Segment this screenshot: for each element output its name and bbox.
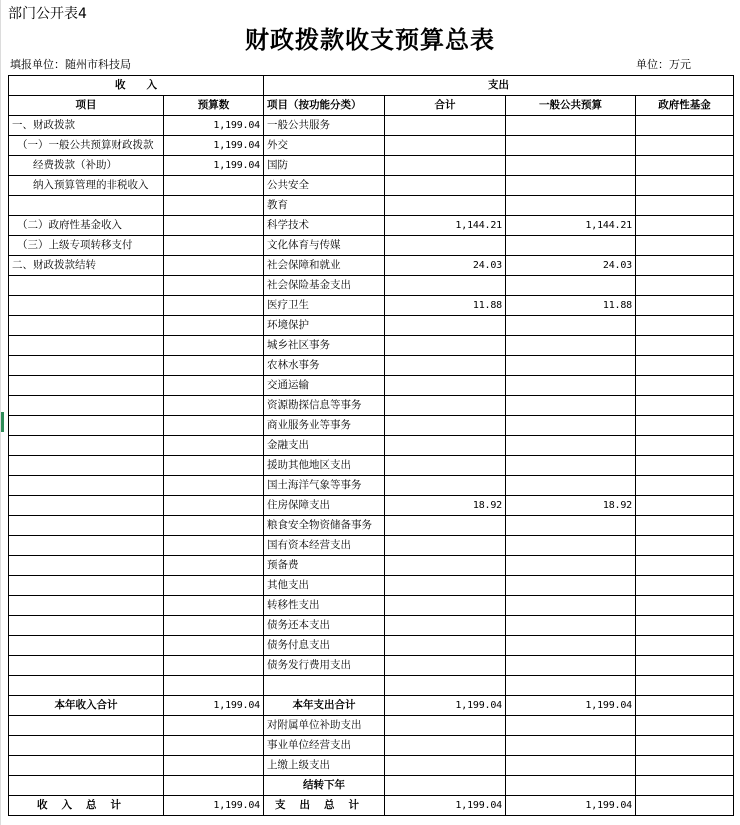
expense-item-label: 一般公共服务	[264, 116, 385, 136]
table-row	[9, 616, 734, 636]
income-budget-value	[164, 556, 264, 576]
income-item-label: （一）一般公共预算财政拨款	[9, 136, 164, 156]
year-expense-label: 本年支出合计	[264, 696, 385, 716]
fund-header: 政府性基金	[636, 96, 734, 116]
expense-general-value	[506, 396, 636, 416]
expense-total-value	[385, 556, 506, 576]
table-row	[9, 656, 734, 676]
income-budget-value	[164, 436, 264, 456]
expense-fund-value	[636, 276, 734, 296]
expense-total-value	[385, 336, 506, 356]
blank-cell	[164, 736, 264, 756]
expense-general-value	[506, 356, 636, 376]
expense-general-value	[506, 576, 636, 596]
income-item-label: （二）政府性基金收入	[9, 216, 164, 236]
income-item-label	[9, 576, 164, 596]
expense-item-label: 粮食安全物资储备事务	[264, 516, 385, 536]
expense-item-label: 外交	[264, 136, 385, 156]
total-header: 合计	[385, 96, 506, 116]
income-item-label	[9, 616, 164, 636]
page-title: 财政拨款收支预算总表	[245, 25, 495, 54]
expense-fund-value	[636, 216, 734, 236]
income-budget-value	[164, 256, 264, 276]
expense-total-value	[385, 456, 506, 476]
blank-cell	[385, 776, 506, 796]
income-item-label	[9, 436, 164, 456]
year-expense-general: 1,199.04	[506, 696, 636, 716]
expense-item-label: 国防	[264, 156, 385, 176]
income-budget-value	[164, 276, 264, 296]
expense-item-label: 援助其他地区支出	[264, 456, 385, 476]
sheet-tag: 部门公开表4	[8, 6, 87, 22]
income-budget-value	[164, 496, 264, 516]
income-budget-value	[164, 336, 264, 356]
subsidy-row	[9, 716, 734, 736]
income-budget-value	[164, 636, 264, 656]
table-row	[9, 236, 734, 256]
income-item-label	[9, 476, 164, 496]
income-budget-value	[164, 296, 264, 316]
expense-fund-value	[636, 616, 734, 636]
income-item-label: 经费拨款（补助）	[9, 156, 164, 176]
income-item-label	[9, 316, 164, 336]
blank-cell	[9, 756, 164, 776]
income-item-label	[9, 496, 164, 516]
expense-item-label: 金融支出	[264, 436, 385, 456]
income-budget-value	[164, 676, 264, 696]
budget-table	[8, 75, 734, 816]
table-row	[9, 336, 734, 356]
income-item-label	[9, 456, 164, 476]
table-row	[9, 376, 734, 396]
expense-item-label: 医疗卫生	[264, 296, 385, 316]
income-item-label	[9, 676, 164, 696]
expense-fund-value	[636, 156, 734, 176]
expense-item-label: 债务付息支出	[264, 636, 385, 656]
expense-total-value	[385, 116, 506, 136]
expense-general-value	[506, 556, 636, 576]
table-row	[9, 636, 734, 656]
expense-total-fund	[636, 796, 734, 816]
income-item-label	[9, 336, 164, 356]
income-budget-value	[164, 476, 264, 496]
expense-total-value	[385, 576, 506, 596]
table-row	[9, 496, 734, 516]
table-row	[9, 676, 734, 696]
expense-total-value: 24.03	[385, 256, 506, 276]
expense-total-value	[385, 476, 506, 496]
income-item-label: 一、财政拨款	[9, 116, 164, 136]
expense-item-label: 债务发行费用支出	[264, 656, 385, 676]
upper-label: 上缴上级支出	[264, 756, 385, 776]
expense-fund-value	[636, 676, 734, 696]
income-item-label	[9, 396, 164, 416]
expense-fund-value	[636, 656, 734, 676]
income-item-label	[9, 356, 164, 376]
expense-general-value	[506, 536, 636, 556]
expense-fund-value	[636, 236, 734, 256]
item-header: 项目	[9, 96, 164, 116]
expense-total-value	[385, 196, 506, 216]
expense-item-label: 交通运输	[264, 376, 385, 396]
table-row	[9, 116, 734, 136]
expense-fund-value	[636, 556, 734, 576]
expense-fund-value	[636, 536, 734, 556]
expense-general-value	[506, 156, 636, 176]
expense-total-value: 18.92	[385, 496, 506, 516]
table-row	[9, 556, 734, 576]
expense-item-label: 债务还本支出	[264, 616, 385, 636]
expense-fund-value	[636, 136, 734, 156]
expense-item-label: 环境保护	[264, 316, 385, 336]
expense-fund-value	[636, 196, 734, 216]
table-row	[9, 316, 734, 336]
income-budget-value	[164, 196, 264, 216]
expense-item-label: 城乡社区事务	[264, 336, 385, 356]
income-budget-value	[164, 656, 264, 676]
year-income-value: 1,199.04	[164, 696, 264, 716]
income-item-label	[9, 596, 164, 616]
blank-cell	[506, 736, 636, 756]
exp-item-header: 项目（按功能分类）	[264, 96, 385, 116]
expense-item-label: 公共安全	[264, 176, 385, 196]
expense-fund-value	[636, 576, 734, 596]
expense-general-value	[506, 316, 636, 336]
income-item-label	[9, 556, 164, 576]
expense-total-value	[385, 376, 506, 396]
expense-item-label: 社会保险基金支出	[264, 276, 385, 296]
expense-general-value	[506, 456, 636, 476]
table-row	[9, 216, 734, 236]
expense-general-value: 11.88	[506, 296, 636, 316]
blank-cell	[164, 756, 264, 776]
expense-total-value	[385, 176, 506, 196]
expense-header: 支出	[264, 76, 734, 96]
income-budget-value	[164, 216, 264, 236]
income-budget-value	[164, 516, 264, 536]
year-summary-row	[9, 696, 734, 716]
expense-general-value	[506, 416, 636, 436]
expense-general-value	[506, 136, 636, 156]
table-row	[9, 436, 734, 456]
income-budget-value: 1,199.04	[164, 116, 264, 136]
income-item-label	[9, 276, 164, 296]
header-row-1	[9, 76, 734, 96]
blank-cell	[506, 756, 636, 776]
expense-total-label: 支出总计	[264, 796, 385, 816]
table-row	[9, 136, 734, 156]
expense-general-value	[506, 116, 636, 136]
expense-item-label	[264, 676, 385, 696]
expense-fund-value	[636, 636, 734, 656]
year-expense-total: 1,199.04	[385, 696, 506, 716]
blank-cell	[636, 716, 734, 736]
expense-fund-value	[636, 496, 734, 516]
table-row	[9, 276, 734, 296]
blank-cell	[164, 776, 264, 796]
carry-row	[9, 776, 734, 796]
expense-general-value	[506, 176, 636, 196]
table-row	[9, 596, 734, 616]
income-item-label	[9, 516, 164, 536]
table-row	[9, 396, 734, 416]
income-item-label	[9, 536, 164, 556]
income-item-label: （三）上级专项转移支付	[9, 236, 164, 256]
expense-total-value	[385, 536, 506, 556]
expense-total-value	[385, 356, 506, 376]
expense-general-value	[506, 596, 636, 616]
expense-total-value	[385, 156, 506, 176]
income-budget-value	[164, 376, 264, 396]
table-row	[9, 516, 734, 536]
table-row	[9, 456, 734, 476]
income-budget-value	[164, 536, 264, 556]
expense-general-value	[506, 636, 636, 656]
expense-item-label: 住房保障支出	[264, 496, 385, 516]
expense-item-label: 资源勘探信息等事务	[264, 396, 385, 416]
blank-cell	[506, 716, 636, 736]
expense-fund-value	[636, 376, 734, 396]
expense-fund-value	[636, 176, 734, 196]
header-row-2	[9, 96, 734, 116]
expense-total-value: 1,144.21	[385, 216, 506, 236]
carry-label: 结转下年	[264, 776, 385, 796]
income-budget-value	[164, 396, 264, 416]
blank-cell	[636, 756, 734, 776]
expense-total-total: 1,199.04	[385, 796, 506, 816]
expense-total-value: 11.88	[385, 296, 506, 316]
income-header: 收 入	[9, 76, 264, 96]
expense-fund-value	[636, 396, 734, 416]
income-item-label	[9, 376, 164, 396]
business-row	[9, 736, 734, 756]
business-label: 事业单位经营支出	[264, 736, 385, 756]
expense-total-value	[385, 436, 506, 456]
subsidy-label: 对附属单位补助支出	[264, 716, 385, 736]
expense-fund-value	[636, 516, 734, 536]
expense-total-value	[385, 676, 506, 696]
expense-item-label: 科学技术	[264, 216, 385, 236]
table-row	[9, 416, 734, 436]
expense-general-value	[506, 436, 636, 456]
expense-item-label: 转移性支出	[264, 596, 385, 616]
expense-item-label: 教育	[264, 196, 385, 216]
expense-general-value	[506, 676, 636, 696]
expense-fund-value	[636, 476, 734, 496]
general-header: 一般公共预算	[506, 96, 636, 116]
expense-total-value	[385, 316, 506, 336]
blank-cell	[164, 716, 264, 736]
table-row	[9, 196, 734, 216]
expense-general-value	[506, 336, 636, 356]
expense-fund-value	[636, 356, 734, 376]
expense-total-value	[385, 656, 506, 676]
blank-cell	[9, 716, 164, 736]
expense-general-value	[506, 276, 636, 296]
income-budget-value: 1,199.04	[164, 156, 264, 176]
income-total-value: 1,199.04	[164, 796, 264, 816]
expense-fund-value	[636, 596, 734, 616]
blank-cell	[9, 776, 164, 796]
income-budget-value	[164, 176, 264, 196]
reporting-unit: 填报单位：随州市科技局	[10, 58, 131, 71]
expense-fund-value	[636, 336, 734, 356]
expense-total-value	[385, 616, 506, 636]
table-row	[9, 536, 734, 556]
budget-header: 预算数	[164, 96, 264, 116]
expense-fund-value	[636, 456, 734, 476]
expense-total-value	[385, 136, 506, 156]
income-item-label	[9, 296, 164, 316]
expense-total-value	[385, 416, 506, 436]
blank-cell	[385, 736, 506, 756]
blank-cell	[9, 736, 164, 756]
expense-total-value	[385, 636, 506, 656]
upper-row	[9, 756, 734, 776]
expense-total-value	[385, 516, 506, 536]
table-row	[9, 176, 734, 196]
income-item-label: 二、财政拨款结转	[9, 256, 164, 276]
expense-general-value	[506, 516, 636, 536]
expense-item-label: 其他支出	[264, 576, 385, 596]
expense-total-value	[385, 596, 506, 616]
blank-cell	[636, 776, 734, 796]
blank-cell	[506, 776, 636, 796]
row-selection-marker	[1, 412, 4, 432]
table-row	[9, 576, 734, 596]
expense-item-label: 国土海洋气象等事务	[264, 476, 385, 496]
year-expense-fund	[636, 696, 734, 716]
table-row	[9, 256, 734, 276]
table-row	[9, 296, 734, 316]
expense-general-value	[506, 376, 636, 396]
expense-item-label: 农林水事务	[264, 356, 385, 376]
expense-general-value	[506, 476, 636, 496]
expense-general-value	[506, 656, 636, 676]
income-budget-value	[164, 576, 264, 596]
income-item-label	[9, 636, 164, 656]
grand-total-row	[9, 796, 734, 816]
blank-cell	[385, 756, 506, 776]
expense-item-label: 预备费	[264, 556, 385, 576]
table-row	[9, 476, 734, 496]
income-item-label: 纳入预算管理的非税收入	[9, 176, 164, 196]
expense-fund-value	[636, 316, 734, 336]
income-item-label	[9, 416, 164, 436]
expense-general-value	[506, 616, 636, 636]
income-budget-value	[164, 356, 264, 376]
expense-fund-value	[636, 416, 734, 436]
table-row	[9, 356, 734, 376]
expense-item-label: 国有资本经营支出	[264, 536, 385, 556]
income-budget-value	[164, 236, 264, 256]
year-income-label: 本年收入合计	[9, 696, 164, 716]
income-budget-value: 1,199.04	[164, 136, 264, 156]
expense-item-label: 商业服务业等事务	[264, 416, 385, 436]
expense-general-value: 18.92	[506, 496, 636, 516]
expense-general-value	[506, 196, 636, 216]
income-item-label	[9, 196, 164, 216]
expense-general-value: 24.03	[506, 256, 636, 276]
expense-item-label: 文化体育与传媒	[264, 236, 385, 256]
expense-fund-value	[636, 436, 734, 456]
expense-fund-value	[636, 256, 734, 276]
expense-total-value	[385, 396, 506, 416]
blank-cell	[636, 736, 734, 756]
expense-general-value: 1,144.21	[506, 216, 636, 236]
blank-cell	[385, 716, 506, 736]
expense-item-label: 社会保障和就业	[264, 256, 385, 276]
income-budget-value	[164, 596, 264, 616]
expense-fund-value	[636, 116, 734, 136]
table-row	[9, 156, 734, 176]
expense-total-value	[385, 236, 506, 256]
income-budget-value	[164, 616, 264, 636]
income-total-label: 收入总计	[9, 796, 164, 816]
expense-total-value	[385, 276, 506, 296]
expense-total-general: 1,199.04	[506, 796, 636, 816]
expense-general-value	[506, 236, 636, 256]
income-budget-value	[164, 456, 264, 476]
expense-fund-value	[636, 296, 734, 316]
income-budget-value	[164, 416, 264, 436]
income-budget-value	[164, 316, 264, 336]
currency-unit: 单位：万元	[636, 58, 691, 71]
income-item-label	[9, 656, 164, 676]
